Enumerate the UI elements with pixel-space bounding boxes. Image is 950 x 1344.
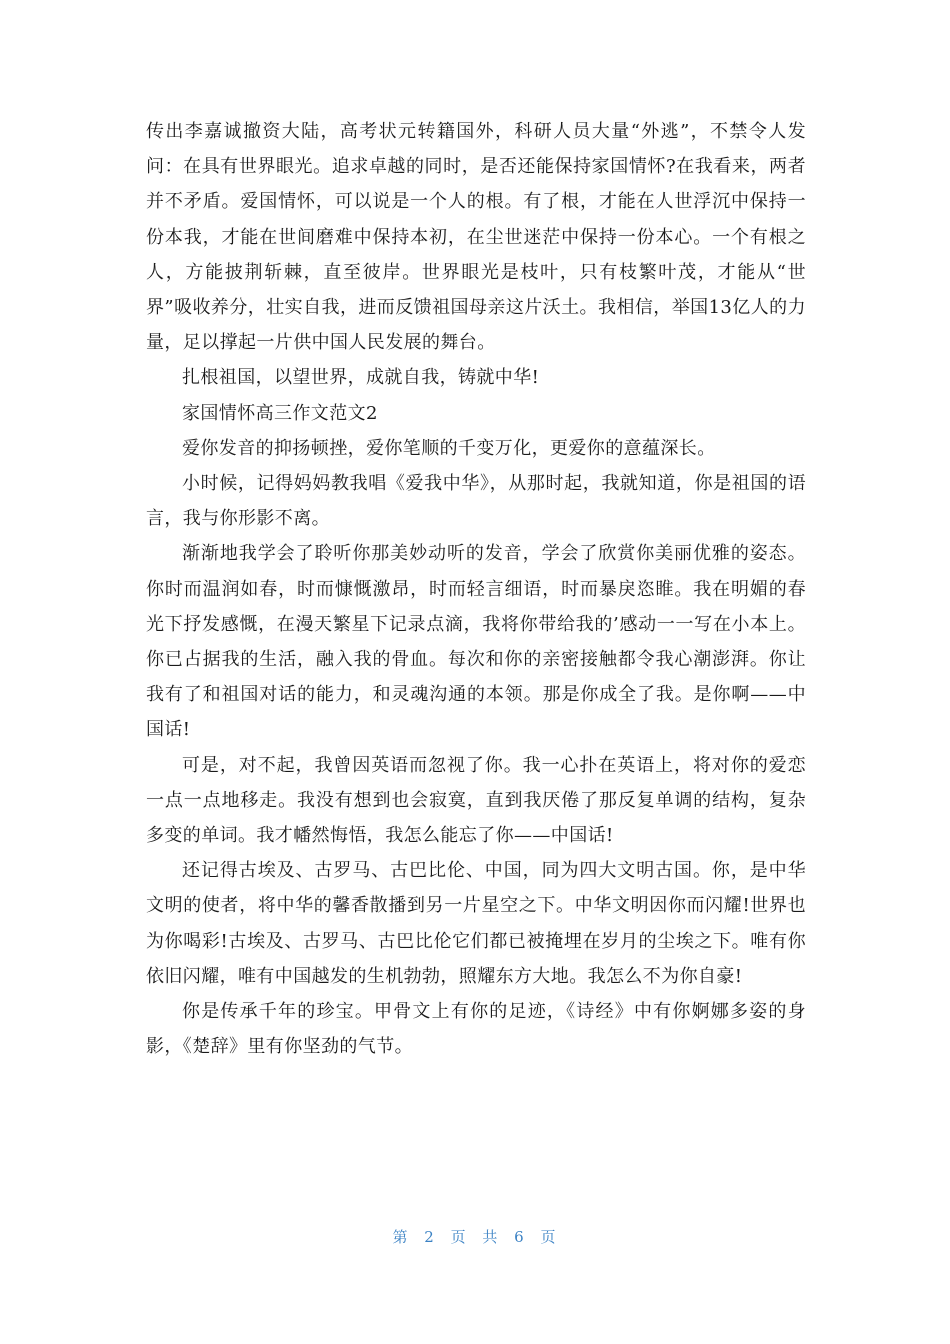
paragraph: 传出李嘉诚撤资大陆，高考状元转籍国外，科研人员大量“外逃”，不禁令人发问：在具有世界眼光。追求卓越的同时，是否还能保持家国情怀?在我看来，两者并不矛盾。爱国情怀，可以说是一个人的根。有了根，才能在人世浮沉中保持一份本我，才能在世间磨难中保持本初，在尘世迷茫中保持一份本心。一个有根之人，方能披荆斩棘，直至彼岸。世界眼光是枝叶，只有枝繁叶茂，才能从“世界”吸收养分，壮实自我，进而反馈祖国母亲这片沃土。我相信，举国13亿人的力量，足以撑起一片供中国人民发展的舞台。 (146, 121, 806, 354)
page-number: 第 2 页 共 6 页 (392, 1228, 558, 1246)
paragraph: 爱你发音的抑扬顿挫，爱你笔顺的千变万化，更爱你的意蕴深长。 (182, 437, 716, 459)
paragraph: 还记得古埃及、古罗马、古巴比伦、中国，同为四大文明古国。你，是中华文明的使者，将中华的馨香散播到另一片星空之下。中华文明因你而闪耀!世界也为你喝彩!古埃及、古罗马、古巴比伦它们都已被掩埋在岁月的尘埃之下。唯有你依旧闪耀，唯有中国越发的生机勃勃，照耀东方大地。我怎么不为你自豪! (146, 860, 806, 987)
essay-title: 家国情怀高三作文范文2 (182, 402, 378, 424)
paragraph: 渐渐地我学会了聆听你那美妙动听的发音，学会了欣赏你美丽优雅的姿态。你时而温润如春，时而慷慨激昂，时而轻言细语，时而暴戾恣睢。我在明媚的春光下抒发感慨，在漫天繁星下记录点滴，我将你带给我的’感动一一写在小本上。你已占据我的生活，融入我的骨血。每次和你的亲密接触都令我心潮澎湃。你让我有了和祖国对话的能力，和灵魂沟通的本领。那是你成全了我。是你啊——中国话! (146, 543, 806, 741)
document-body (146, 114, 806, 1064)
paragraph: 你是传承千年的珍宝。甲骨文上有你的足迹，《诗经》中有你婀娜多姿的身影，《楚辞》里有你坚劲的气节。 (146, 1001, 806, 1058)
paragraph: 扎根祖国，以望世界，成就自我，铸就中华! (182, 367, 540, 389)
paragraph: 可是，对不起，我曾因英语而忽视了你。我一心扑在英语上，将对你的爱恋一点一点地移走。我没有想到也会寂寞，直到我厌倦了那反复单调的结构，复杂多变的单词。我才幡然悔悟，我怎么能忘了你——中国话! (146, 754, 806, 847)
paragraph: 小时候，记得妈妈教我唱《爱我中华》，从那时起，我就知道，你是祖国的语言，我与你形影不离。 (146, 473, 806, 530)
